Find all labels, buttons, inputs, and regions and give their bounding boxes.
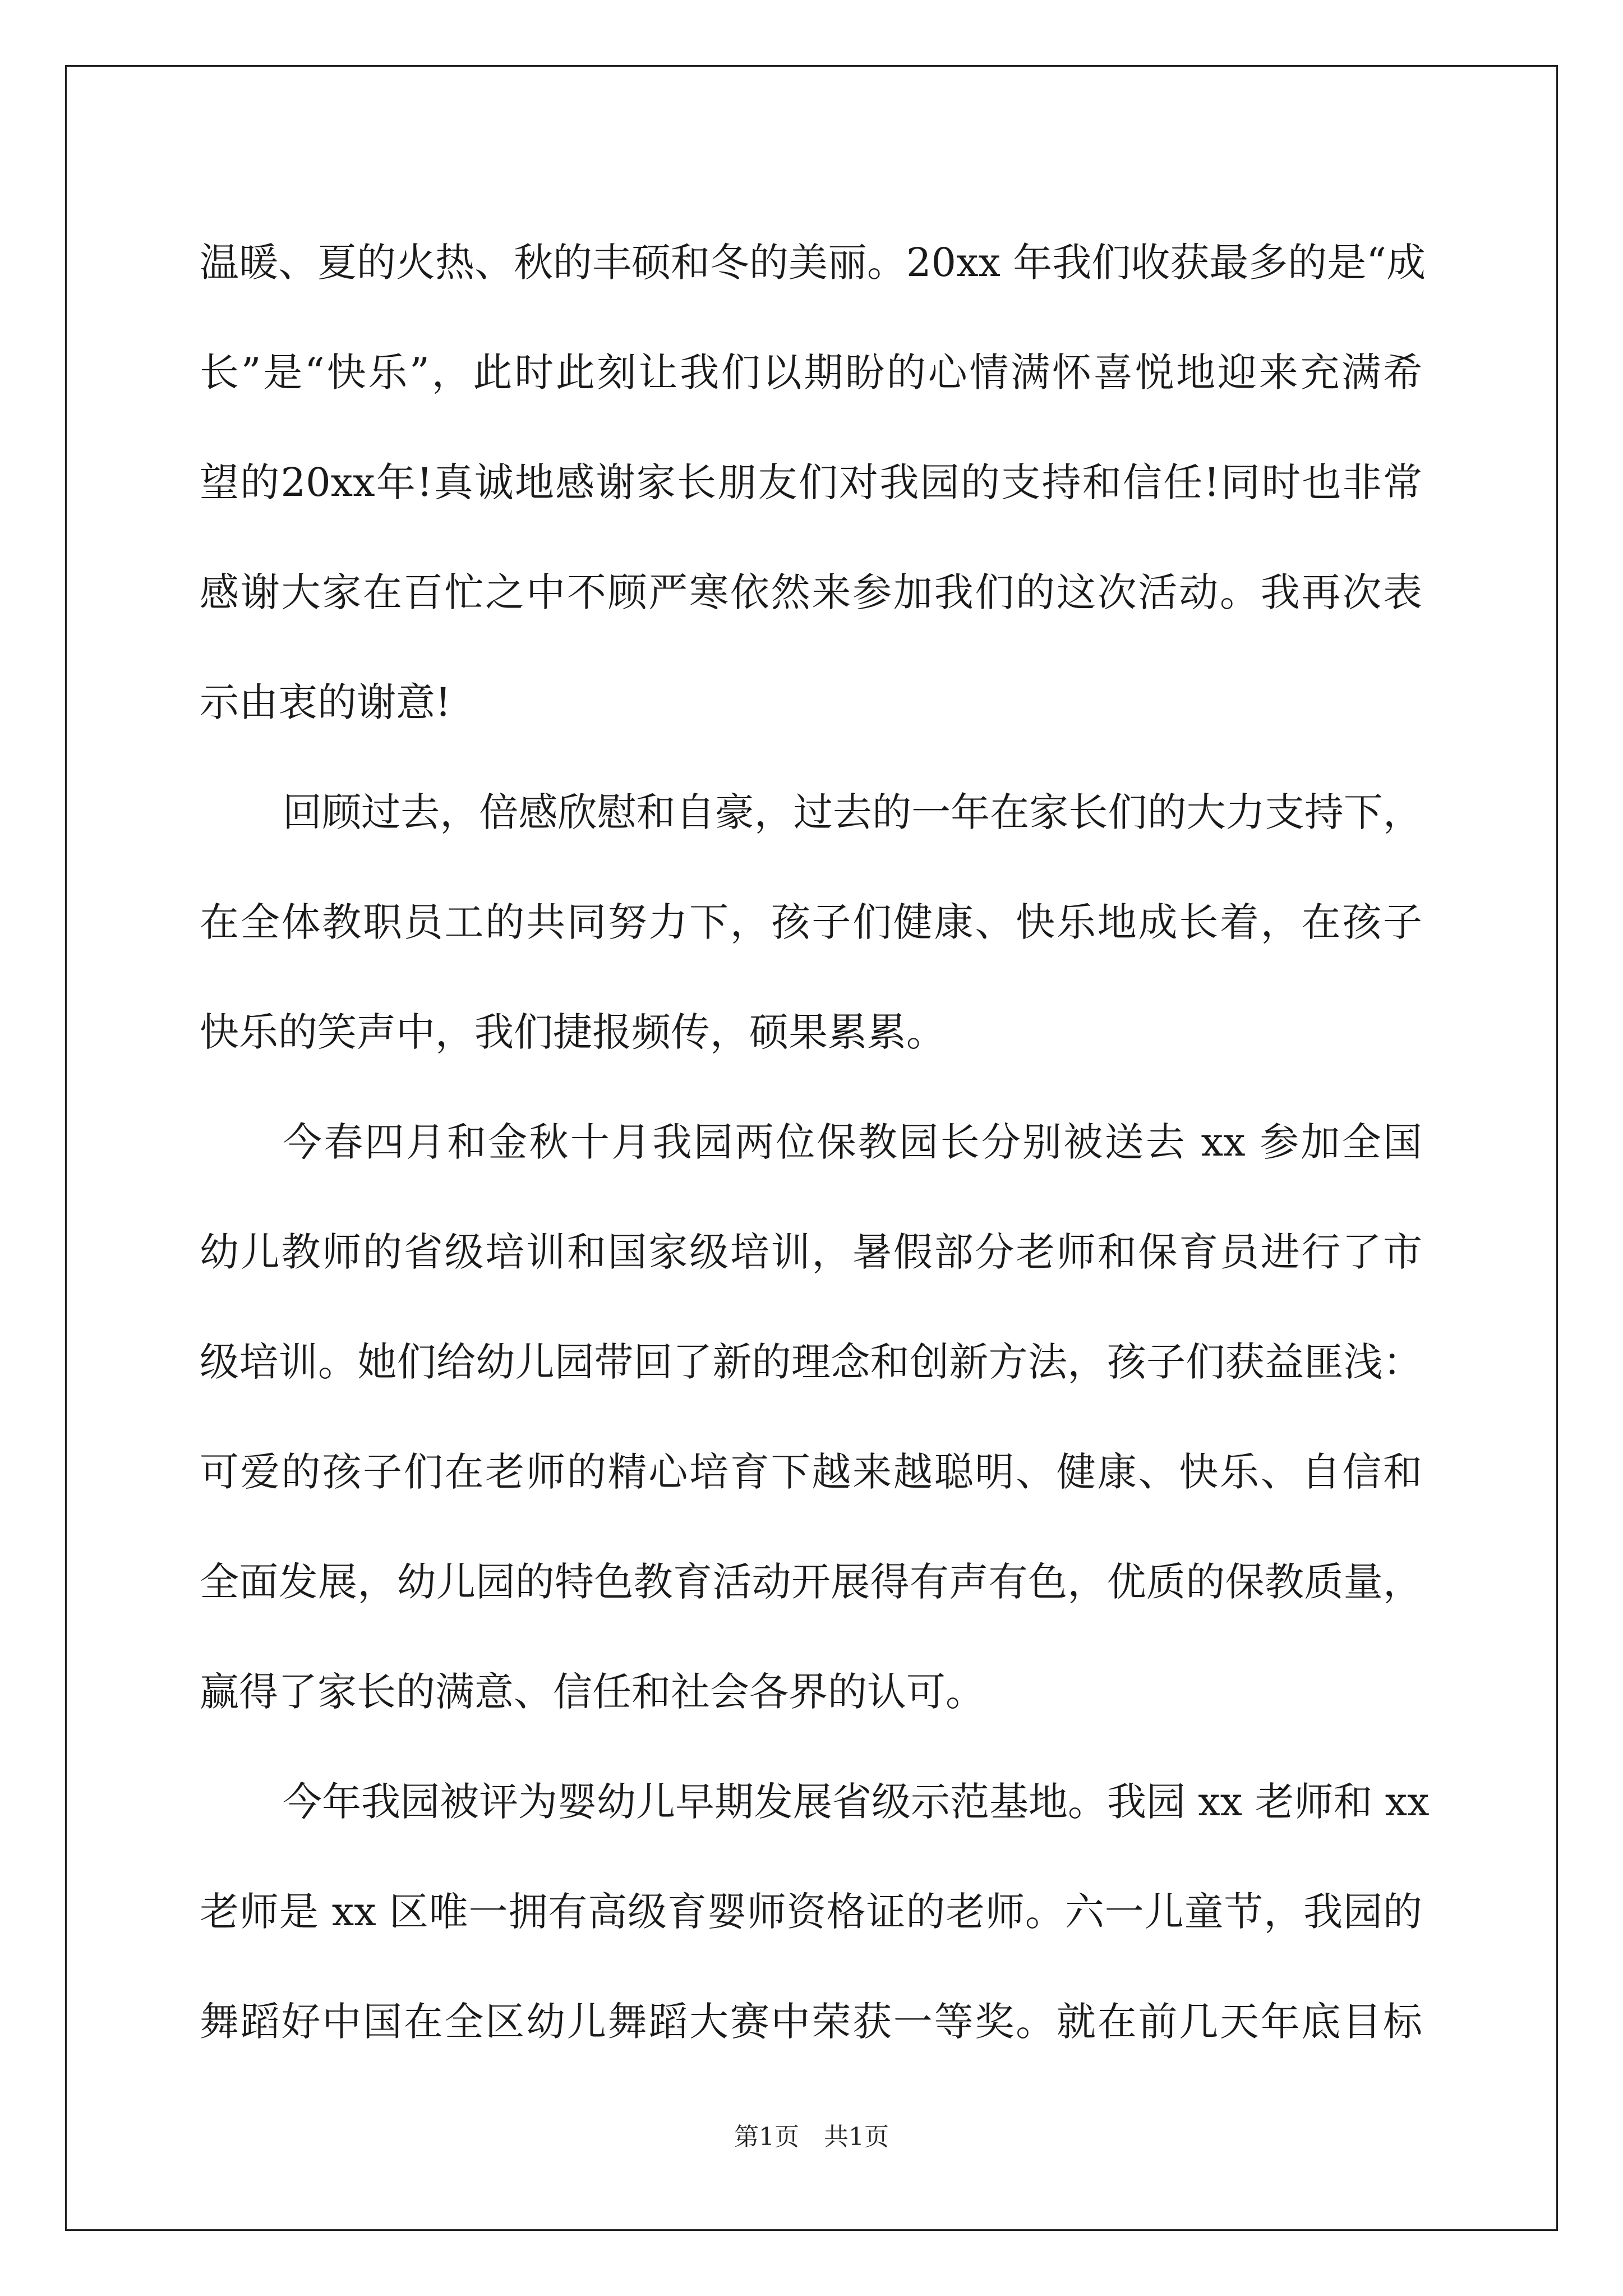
document-body xyxy=(200,208,1430,2077)
paragraph-4-line-2: 老师是 xx 区唯一拥有高级育婴师资格证的老师。六一儿童节，我园的 xyxy=(200,1889,1422,1935)
paragraph-2-line-3: 快乐的笑声中，我们捷报频传，硕果累累。 xyxy=(200,1009,946,1055)
paragraph-1-line-2: 长”是“快乐”，此时此刻让我们以期盼的心情满怀喜悦地迎来充满希 xyxy=(200,349,1422,395)
paragraph-4-line-1: 今年我园被评为婴幼儿早期发展省级示范基地。我园 xx 老师和 xx xyxy=(283,1779,1430,1825)
paragraph-2-line-2: 在全体教职员工的共同努力下，孩子们健康、快乐地成长着，在孩子 xyxy=(200,899,1422,945)
paragraph-1-line-3: 望的20xx年!真诚地感谢家长朋友们对我园的支持和信任!同时也非常 xyxy=(200,459,1422,505)
paragraph-2-line-1: 回顾过去，倍感欣慰和自豪，过去的一年在家长们的大力支持下， xyxy=(283,789,1422,835)
paragraph-3-line-4: 可爱的孩子们在老师的精心培育下越来越聪明、健康、快乐、自信和 xyxy=(200,1449,1422,1495)
paragraph-3-line-2: 幼儿教师的省级培训和国家级培训，暑假部分老师和保育员进行了市 xyxy=(200,1229,1422,1275)
paragraph-1-line-1: 温暖、夏的火热、秋的丰硕和冬的美丽。20xx 年我们收获最多的是“成 xyxy=(200,240,1426,286)
paragraph-4-line-3: 舞蹈好中国在全区幼儿舞蹈大赛中荣获一等奖。就在前几天年底目标 xyxy=(200,1999,1422,2045)
paragraph-3-line-5: 全面发展，幼儿园的特色教育活动开展得有声有色，优质的保教质量， xyxy=(200,1559,1422,1605)
paragraph-3-line-1: 今春四月和金秋十月我园两位保教园长分别被送去 xx 参加全国 xyxy=(283,1119,1422,1165)
paragraph-1-line-5: 示由衷的谢意! xyxy=(200,679,451,725)
page-footer: 第1页 共1页 xyxy=(734,2123,889,2151)
paragraph-3-line-3: 级培训。她们给幼儿园带回了新的理念和创新方法，孩子们获益匪浅： xyxy=(200,1339,1422,1385)
paragraph-1-line-4: 感谢大家在百忙之中不顾严寒依然来参加我们的这次活动。我再次表 xyxy=(200,569,1422,615)
paragraph-3-line-6: 赢得了家长的满意、信任和社会各界的认可。 xyxy=(200,1669,985,1715)
